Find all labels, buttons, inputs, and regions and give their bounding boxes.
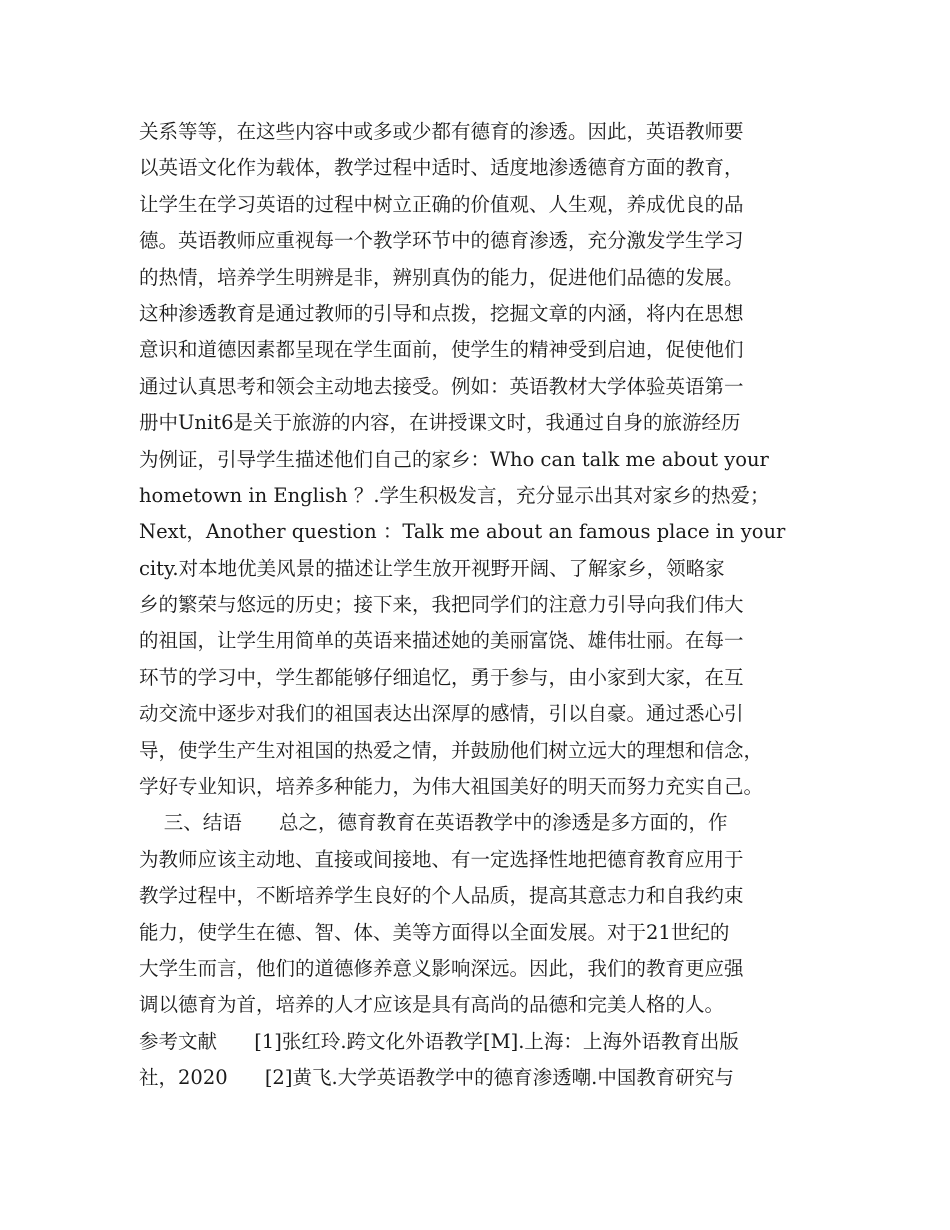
text-line: 为教师应该主动地、直接或间接地、有一定选择性地把德育教育应用于 <box>139 847 744 871</box>
text-line: 动交流中逐步对我们的祖国表达出深厚的感情，引以自豪。通过悉心引 <box>139 702 744 726</box>
text-line: 德。英语教师应重视每一个教学环节中的德育渗透，充分激发学生学习 <box>139 229 744 253</box>
text-line: 调以德育为首，培养的人才应该是具有高尚的品德和完美人格的人。 <box>139 993 725 1017</box>
text-line: 教学过程中，不断培养学生良好的个人品质，提高其意志力和自我约束 <box>139 884 744 908</box>
text-line: 册中Unit6是关于旅游的内容，在讲授课文时，我通过自身的旅游经历 <box>139 411 741 435</box>
text-line: 能力，使学生在德、智、体、美等方面得以全面发展。对于21世纪的 <box>139 920 730 944</box>
text-line: 为例证，引导学生描述他们自己的家乡：Who can talk me about your <box>139 447 769 471</box>
text-line: 的热情，培养学生明辨是非，辨别真伪的能力，促进他们品德的发展。 <box>139 265 744 289</box>
text-line: 导，使学生产生对祖国的热爱之情，并鼓励他们树立远大的理想和信念， <box>139 738 764 762</box>
text-line: 意识和道德因素都呈现在学生面前，使学生的精神受到启迪，促使他们 <box>139 338 744 362</box>
section-heading-line: 三、结语 总之，德育教育在英语教学中的渗透是多方面的，作 <box>139 811 728 835</box>
text-line: 大学生而言，他们的道德修养意义影响深远。因此，我们的教育更应强 <box>139 956 744 980</box>
text-line: 这种渗透教育是通过教师的引导和点拨，挖掘文章的内涵，将内在思想 <box>139 301 744 325</box>
text-line: hometown in English ？.学生积极发言，充分显示出其对家乡的热爱； <box>139 483 770 507</box>
text-line: 环节的学习中，学生都能够仔细追忆，勇于参与，由小家到大家，在互 <box>139 665 744 689</box>
text-line: 乡的繁荣与悠远的历史；接下来，我把同学们的注意力引导向我们伟大 <box>139 593 744 617</box>
text-line: 关系等等，在这些内容中或多或少都有德育的渗透。因此，英语教师要 <box>139 120 744 143</box>
body-text <box>139 114 819 1097</box>
references-line: 社，2020 [2]黄飞.大学英语教学中的德育渗透嘲.中国教育研究与 <box>139 1066 734 1090</box>
text-line: city.对本地优美风景的描述让学生放开视野开阔、了解家乡，领略家 <box>139 556 725 580</box>
text-line: 让学生在学习英语的过程中树立正确的价值观、人生观，养成优良的品 <box>139 192 744 216</box>
references-line: 参考文献 [1]张红玲.跨文化外语教学[M].上海：上海外语教育出版 <box>139 1029 739 1053</box>
text-line: 通过认真思考和领会主动地去接受。例如：英语教材大学体验英语第一 <box>139 374 744 398</box>
text-line: 学好专业知识，培养多种能力，为伟大祖国美好的明天而努力充实自己。 <box>139 775 764 799</box>
text-line: Next，Another question ：Talk me about an famous place in your <box>139 520 786 544</box>
text-line: 的祖国，让学生用简单的英语来描述她的美丽富饶、雄伟壮丽。在每一 <box>139 629 744 653</box>
text-line: 以英语文化作为载体，教学过程中适时、适度地渗透德育方面的教育， <box>139 156 744 180</box>
